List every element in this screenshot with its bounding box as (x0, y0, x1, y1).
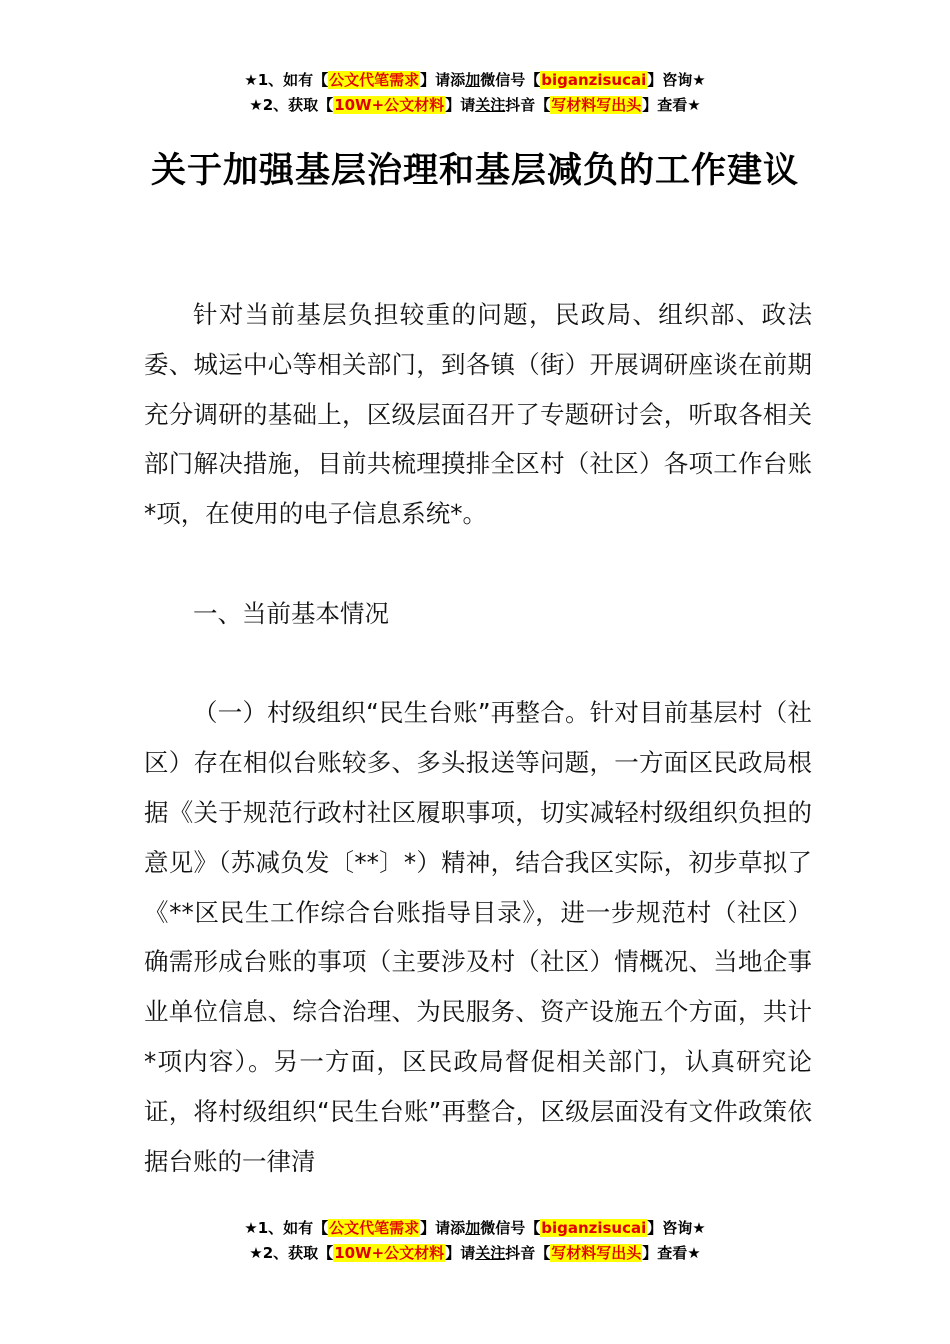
banner-text: 】请添 (420, 1219, 466, 1237)
banner-line-1 (0, 68, 950, 93)
paragraph-spacer (144, 639, 812, 689)
banner-text: ★2、获取【 (249, 1244, 334, 1262)
banner-text: 】咨询★ (647, 1219, 706, 1237)
banner-highlight: 公文代笔需求 (329, 71, 420, 89)
banner-text: 】咨询★ (647, 71, 706, 89)
banner-text: 微信号【 (480, 71, 541, 89)
subsection-paragraph: （一）村级组织“民生台账”再整合。针对目前基层村（社区）存在相似台账较多、多头报送等问题，一方面区民政局根据《关于规范行政村社区履职事项，切实减轻村级组织负担的意见》（苏减负发〔**〕*）精神，结合我区实际，初步草拟了《**区民生工作综合台账指导目录》，进一步规范村（社区）确需形成台账的事项（主要涉及村（社区）情概况、当地企事业单位信息、综合治理、为民服务、资产设施五个方面，共计*项内容）。另一方面，区民政局督促相关部门，认真研究论证，将村级组织“民生台账”再整合，区级层面没有文件政策依据台账的一律清 (144, 698, 812, 1176)
footer-banner (0, 1216, 950, 1266)
header-banner (0, 68, 950, 118)
banner-line-1 (0, 1216, 950, 1241)
banner-text: 】查看★ (642, 96, 701, 114)
banner-text: 抖音【 (505, 1244, 551, 1262)
banner-highlight: 写材料写出头 (551, 96, 642, 114)
banner-underlined-text: 关注 (475, 1244, 506, 1262)
banner-underlined-text: 关注 (475, 96, 506, 114)
banner-underlined-text: 加 (465, 71, 481, 89)
banner-text: 】查看★ (642, 1244, 701, 1262)
banner-text: ★2、获取【 (249, 96, 334, 114)
banner-highlight: biganzisucai (541, 1219, 647, 1237)
banner-highlight: 公文代笔需求 (329, 1219, 420, 1237)
banner-underlined-text: 加 (465, 1219, 481, 1237)
banner-text: 】请添 (420, 71, 466, 89)
document-title: 关于加强基层治理和基层减负的工作建议 (150, 151, 799, 191)
banner-text: 】请 (445, 96, 476, 114)
banner-highlight: biganzisucai (541, 71, 647, 89)
banner-highlight: 10W+公文材料 (334, 1244, 445, 1262)
banner-line-2 (0, 1241, 950, 1266)
banner-text: 】请 (445, 1244, 476, 1262)
banner-highlight: 写材料写出头 (551, 1244, 642, 1262)
document-body (144, 290, 812, 1186)
section-heading: 一、当前基本情况 (193, 598, 389, 628)
banner-text: 抖音【 (505, 96, 551, 114)
banner-line-2 (0, 93, 950, 118)
banner-text: ★1、如有【 (244, 71, 329, 89)
banner-text: 微信号【 (480, 1219, 541, 1237)
banner-highlight: 10W+公文材料 (334, 96, 445, 114)
paragraph-spacer (144, 539, 812, 589)
banner-text: ★1、如有【 (244, 1219, 329, 1237)
intro-paragraph: 针对当前基层负担较重的问题，民政局、组织部、政法委、城运中心等相关部门，到各镇（街）开展调研座谈在前期充分调研的基础上，区级层面召开了专题研讨会，听取各相关部门解决措施，目前共梳理摸排全区村（社区）各项工作台账*项，在使用的电子信息系统*。 (144, 300, 812, 529)
